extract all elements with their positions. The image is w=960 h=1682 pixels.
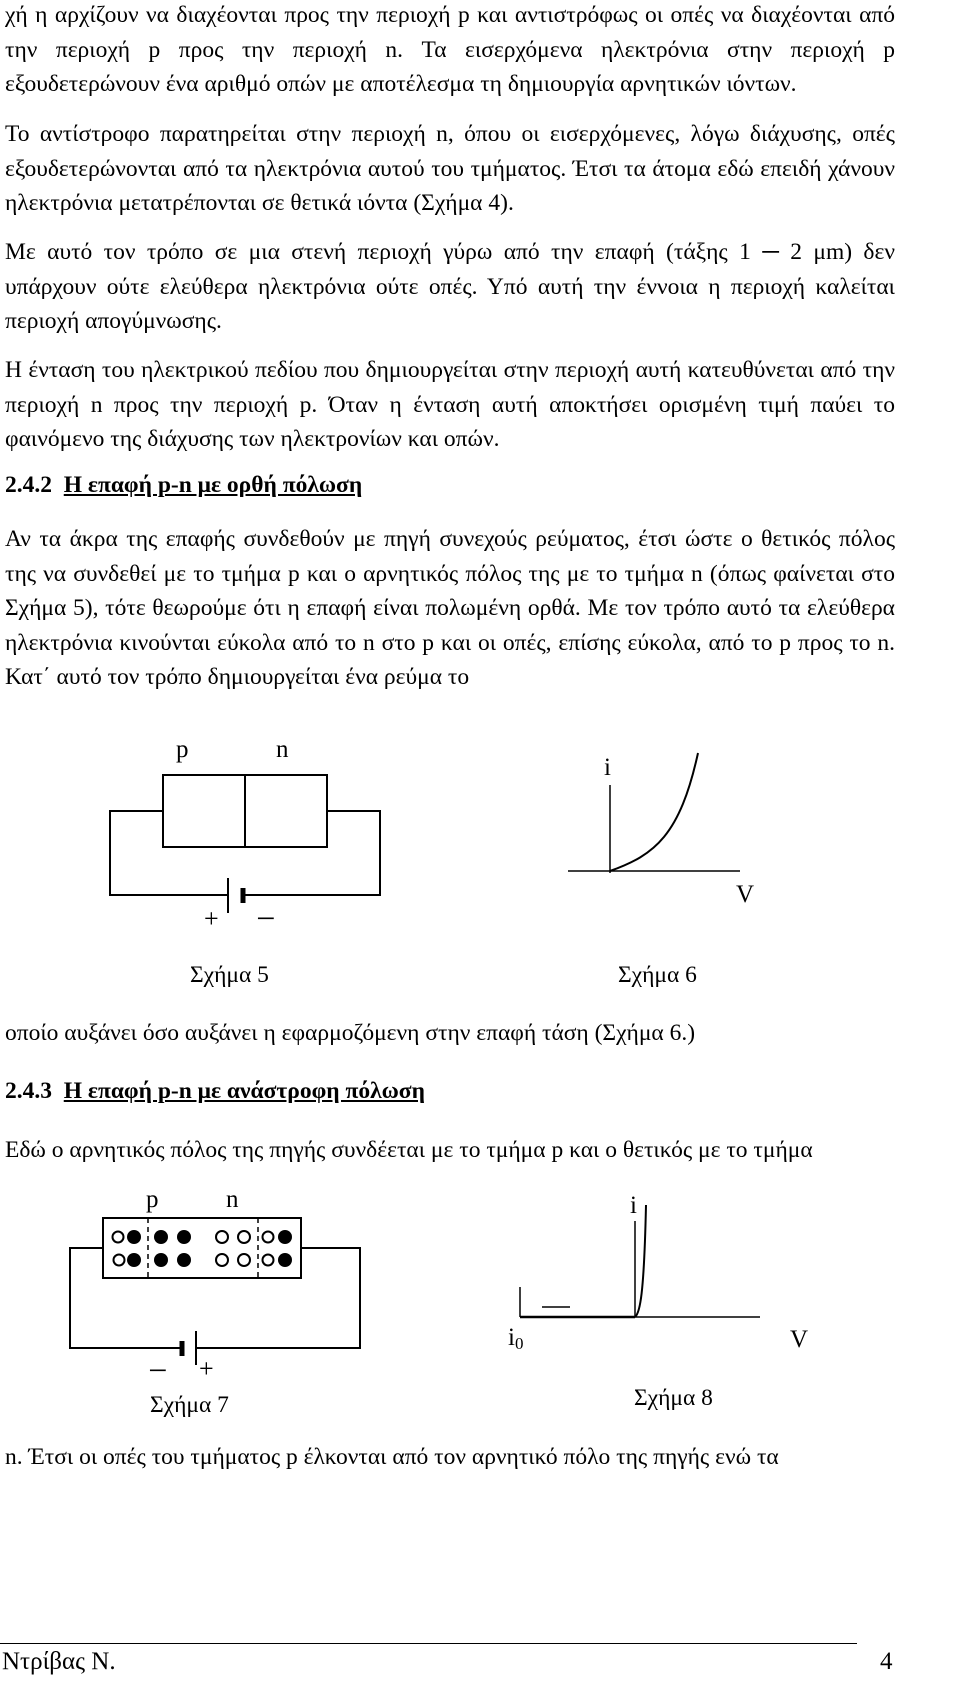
figure-6-chart	[540, 735, 780, 915]
figure-5-plus-sign: +	[204, 904, 219, 933]
paragraph-current-increase: οποίο αυξάνει όσο αυξάνει η εφαρμοζόμενη στην επαφή τάση (Σχήμα 6.)	[5, 1020, 696, 1046]
section-heading-forward	[5, 472, 362, 499]
section-heading-reverse	[5, 1078, 425, 1105]
paragraph-holes-attracted: n. Έτσι οι οπές του τμήματος p έλκονται από τον αρνητικό πόλο της πηγής ενώ τα	[5, 1444, 779, 1470]
figure-8-axis-i: i	[630, 1192, 637, 1219]
hole	[238, 1254, 250, 1266]
hole	[263, 1255, 274, 1266]
figure-5-caption: Σχήμα 5	[190, 962, 269, 988]
electron	[177, 1253, 191, 1267]
hole	[263, 1232, 274, 1243]
figure-5-circuit	[0, 725, 420, 985]
figure-5-label-p: p	[176, 736, 189, 763]
hole	[114, 1255, 125, 1266]
paragraph-continued: χή η αρχίζουν να διαχέονται προς την περιοχή p και αντιστρόφως οι οπές να διαχέονται από την περιοχή p προς την περιοχή n. Τα εισερχόμενα ηλεκτρόνια στην περιοχή p εξουδετερώνουν ένα αριθμό οπών με αποτέλεσμα τη δημιουργία αρνητικών ιόντων.	[5, 2, 895, 97]
hole	[216, 1254, 228, 1266]
section-title: Η επαφή p-n με ορθή πόλωση	[63, 472, 363, 498]
section-number: 2.4.3	[5, 1078, 52, 1104]
footer-rule	[0, 1643, 857, 1644]
electron	[177, 1230, 191, 1244]
wire-right	[196, 1248, 360, 1348]
figure-8-axis-v: V	[790, 1326, 809, 1353]
figure-8-caption: Σχήμα 8	[634, 1385, 713, 1411]
figure-8-i0-label: i0	[508, 1324, 524, 1353]
figure-7-plus-sign: +	[199, 1354, 214, 1383]
carrier-dots	[113, 1230, 293, 1267]
hole	[113, 1232, 124, 1243]
figure-6-curve	[610, 753, 698, 871]
pn-junction-block	[103, 1218, 301, 1278]
section-number: 2.4.2	[5, 472, 52, 498]
section-title: Η επαφή p-n με ανάστροφη πόλωση	[63, 1078, 425, 1104]
figure-7-label-n: n	[226, 1186, 239, 1213]
paragraph-reverse-bias: Εδώ ο αρνητικός πόλος της πηγής συνδέεται με το τμήμα p και ο θετικός με το τμήμα	[5, 1137, 813, 1163]
electron	[154, 1253, 168, 1267]
figure-8-curve	[635, 1205, 646, 1317]
paragraph-forward-bias: Αν τα άκρα της επαφής συνδεθούν με πηγή συνεχούς ρεύματος, έτσι ώστε ο θετικός πόλος της να συνδεθεί με το τμήμα p και ο αρνητικός πόλος της με το τμήμα n (όπως φαίνεται στο Σχήμα 5), τότε θεωρούμε ότι η επαφή είναι πολωμένη ορθά. Με τον τρόπο αυτό τα ελεύθερα ηλεκτρόνια κινούνται εύκολα από το n στο p και οι οπές, επίσης εύκολα, από το p προς το n. Κατ΄ αυτό τον τρόπο δημιουργείται ένα ρεύμα το	[5, 526, 895, 690]
electron	[154, 1230, 168, 1244]
electron	[278, 1230, 292, 1244]
wire-left	[110, 811, 228, 895]
figure-7-minus-sign: ─	[150, 1357, 166, 1382]
figure-7-caption: Σχήμα 7	[150, 1392, 229, 1418]
figure-6-axis-i: i	[604, 754, 611, 781]
figure-8-chart	[490, 1185, 810, 1375]
paragraph-depletion: Με αυτό τον τρόπο σε μια στενή περιοχή γύρω από την επαφή (τάξης 1 ─ 2 μm) δεν υπάρχουν ούτε ελεύθερα ηλεκτρόνια ούτε οπές. Υπό αυτή την έννοια η περιοχή καλείται περιοχή απογύμνωσης.	[5, 239, 895, 334]
electron	[127, 1230, 141, 1244]
figure-7-circuit	[0, 1175, 420, 1385]
figure-5-minus-sign: ─	[258, 905, 274, 930]
page-number: 4	[880, 1648, 893, 1675]
figure-6-caption: Σχήμα 6	[618, 962, 697, 988]
footer-author: Ντρίβας Ν.	[2, 1648, 116, 1675]
hole	[238, 1231, 250, 1243]
wire-right	[243, 811, 380, 895]
figure-5-label-n: n	[276, 736, 289, 763]
electron	[278, 1253, 292, 1267]
paragraph-field: Η ένταση του ηλεκτρικού πεδίου που δημιουργείται στην περιοχή αυτή κατευθύνεται από την περιοχή n προς την περιοχή p. Όταν η ένταση αυτή αποκτήσει ορισμένη τιμή παύει το φαινόμενο της διάχυσης των ηλεκτρονίων και οπών.	[5, 357, 895, 452]
figure-7-label-p: p	[146, 1186, 159, 1213]
hole	[216, 1231, 228, 1243]
figure-6-axis-v: V	[736, 881, 755, 908]
electron	[127, 1253, 141, 1267]
paragraph-n-region: Το αντίστροφο παρατηρείται στην περιοχή n, όπου οι εισερχόμενες, λόγω διάχυσης, οπές εξουδετερώνονται από τα ηλεκτρόνια αυτού του τμήματος. Έτσι τα άτομα εδώ επειδή χάνουν ηλεκτρόνια μετατρέπονται σε θετικά ιόντα (Σχήμα 4).	[5, 121, 895, 216]
